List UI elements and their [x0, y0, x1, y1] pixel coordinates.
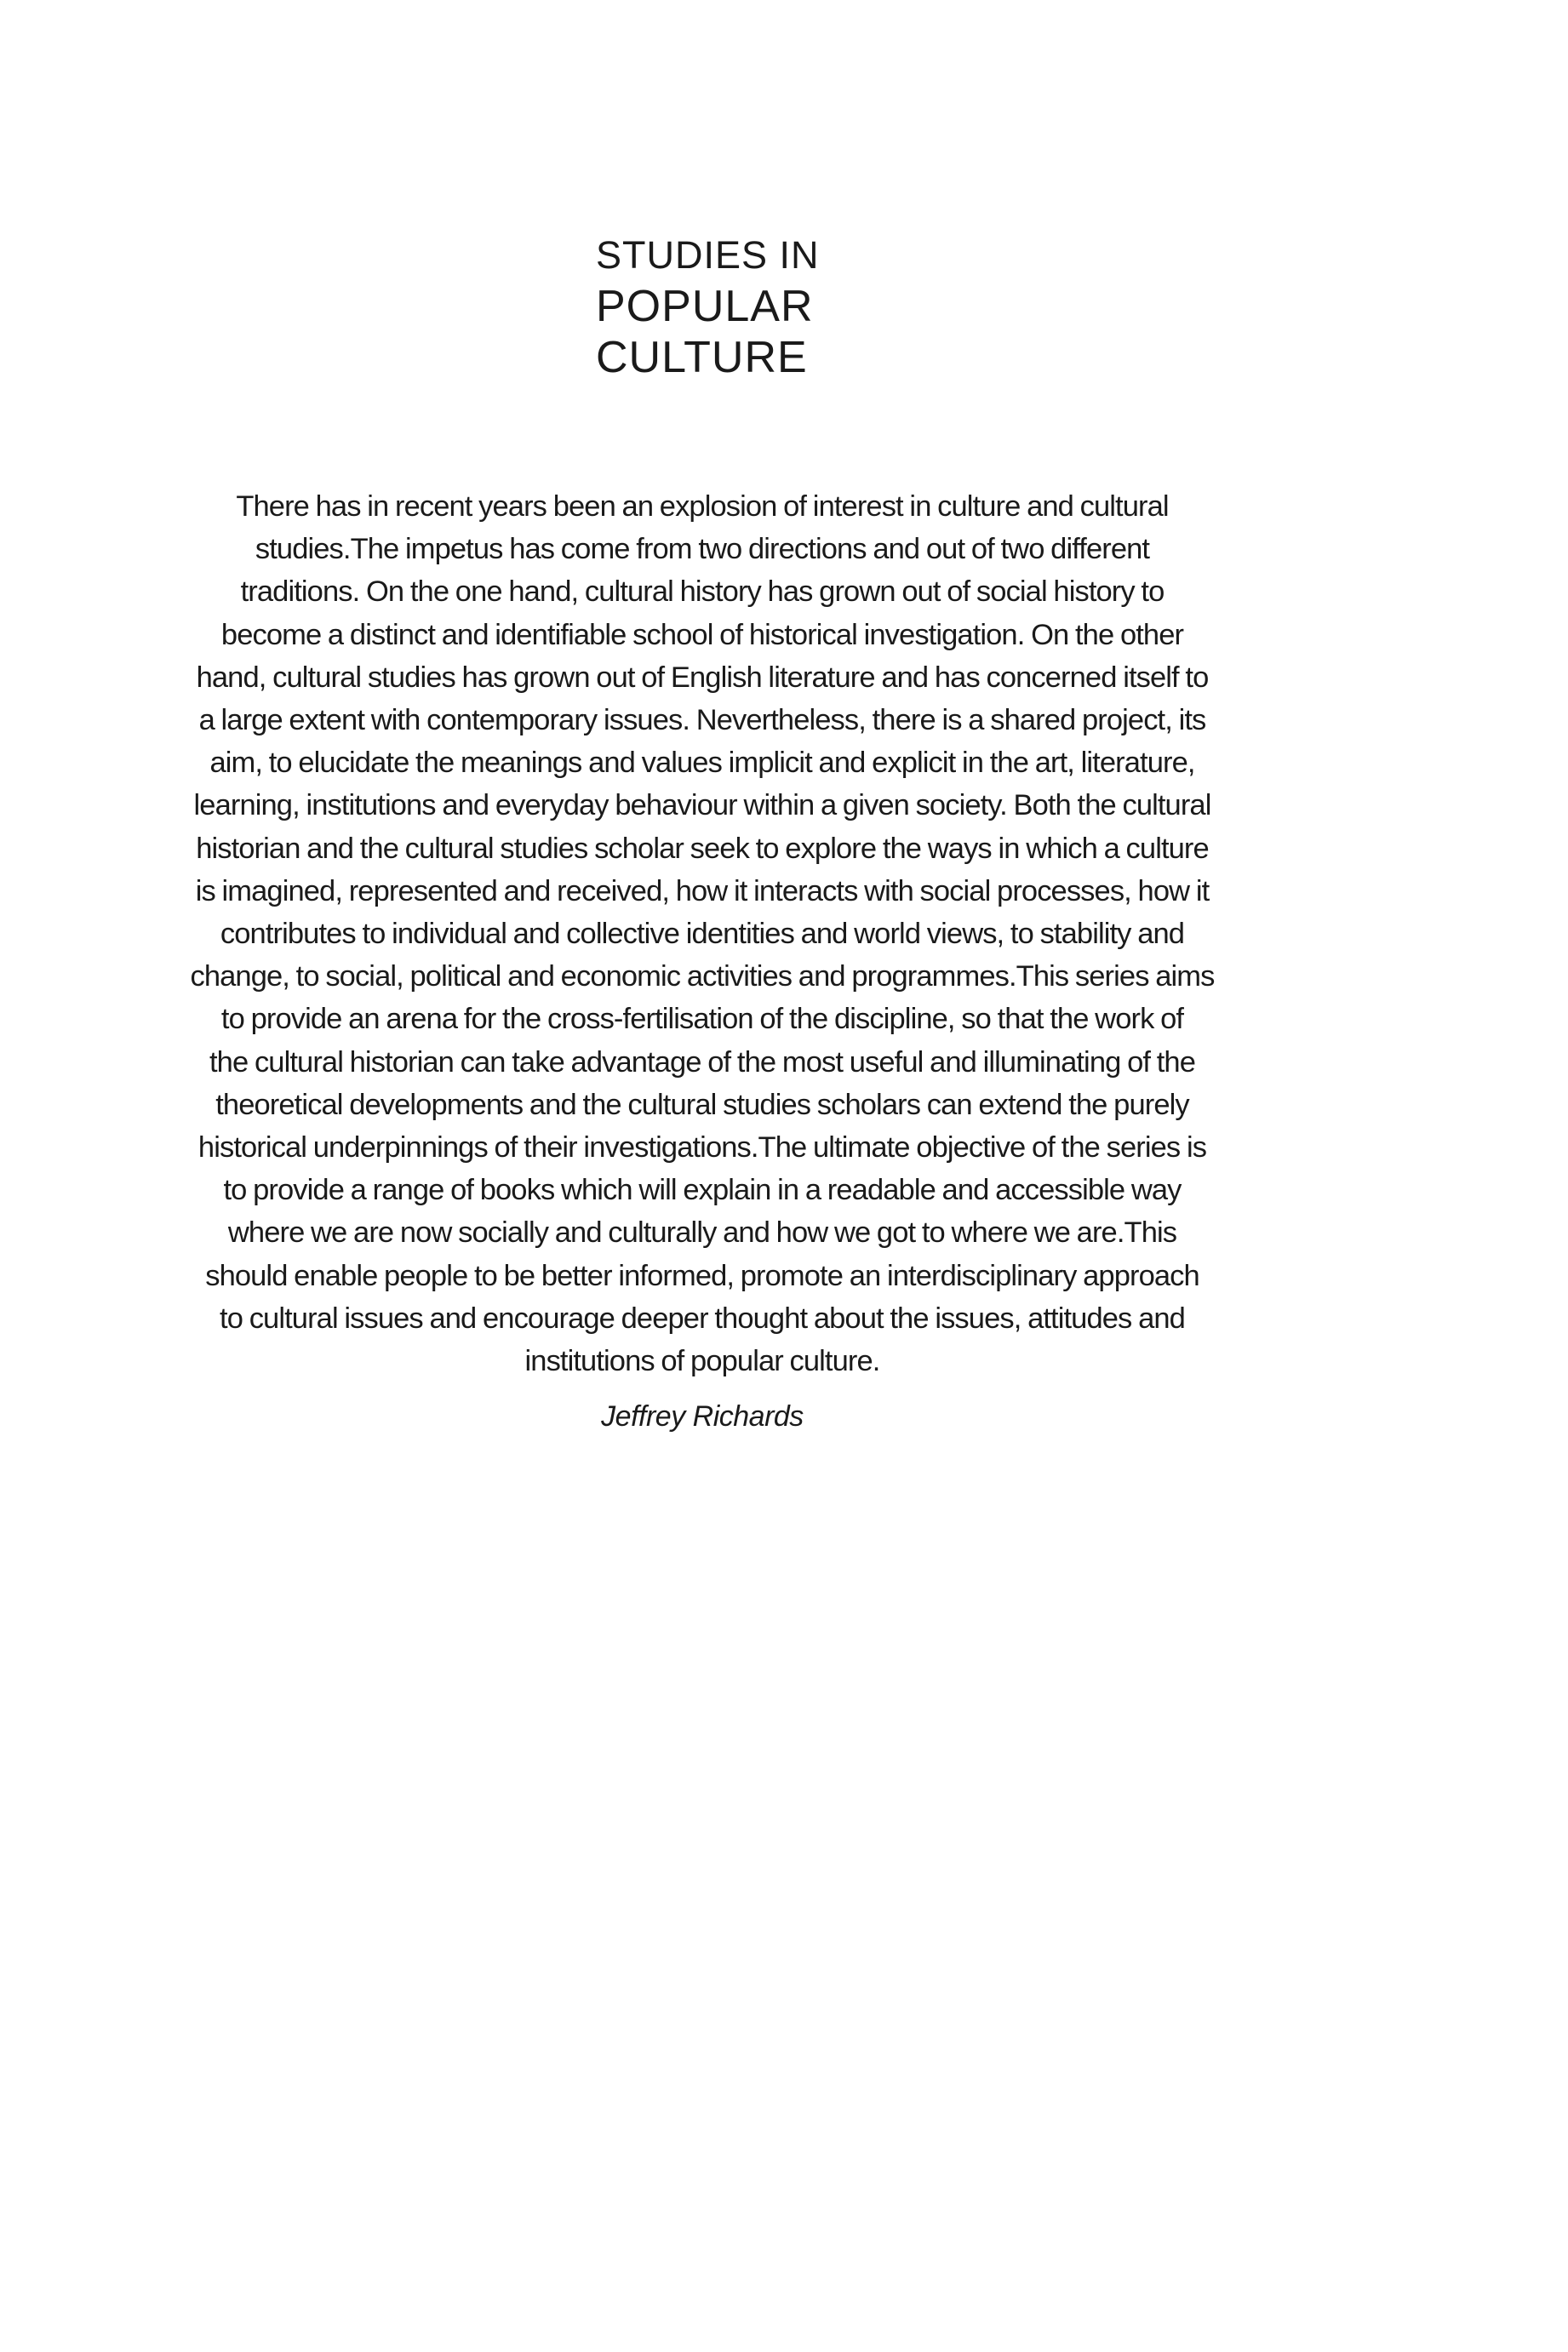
series-title-line: STUDIES IN: [596, 233, 820, 277]
series-title: [596, 230, 868, 383]
description-line: institutions of popular culture.: [524, 1345, 880, 1378]
description-line: to provide a range of books which will explain in a readable and accessible way: [223, 1174, 1182, 1207]
description-line: historian and the cultural studies scholar seek to explore the ways in which a culture: [196, 832, 1209, 865]
description-line: There has in recent years been an explosion of interest in culture and cultural: [236, 490, 1169, 523]
description-line: contributes to individual and collective identities and world views, to stability and: [220, 918, 1185, 951]
series-description: [162, 485, 1243, 1382]
series-editor-signature: Jeffrey Richards: [601, 1400, 804, 1433]
description-line: historical underpinnings of their investigations.The ultimate objective of the series is: [197, 1131, 1207, 1165]
description-line: to provide an arena for the cross-fertilisation of the discipline, so that the work of: [220, 1003, 1184, 1036]
description-line: a large extent with contemporary issues. Nevertheless, there is a shared project, its: [198, 704, 1206, 737]
description-line: to cultural issues and encourage deeper thought about the issues, attitudes and: [220, 1302, 1185, 1335]
description-line: hand, cultural studies has grown out of English literature and has concerned itself to: [196, 661, 1209, 694]
description-line: the cultural historian can take advantage of the most useful and illuminating of the: [209, 1045, 1195, 1079]
description-line: aim, to elucidate the meanings and values implicit and explicit in the art, literature,: [209, 747, 1195, 780]
description-line: theoretical developments and the cultural studies scholars can extend the purely: [215, 1088, 1189, 1121]
series-title-line: POPULAR: [596, 282, 814, 331]
description-line: learning, institutions and everyday behaviour within a given society. Both the cultural: [193, 789, 1211, 822]
description-line: become a distinct and identifiable school of historical investigation. On the other: [220, 618, 1184, 651]
description-line: is imagined, represented and received, how it interacts with social processes, how it: [195, 874, 1210, 907]
description-line: studies.The impetus has come from two directions and out of two different: [255, 533, 1150, 566]
description-line: where we are now socially and culturally and how we got to where we are.This: [227, 1216, 1177, 1250]
series-title-line: CULTURE: [596, 333, 808, 382]
description-line: change, to social, political and economic activities and programmes.This series aims: [190, 960, 1215, 993]
description-line: traditions. On the one hand, cultural history has grown out of social history to: [240, 575, 1165, 609]
description-line: should enable people to be better informed, promote an interdisciplinary approach: [205, 1259, 1199, 1292]
